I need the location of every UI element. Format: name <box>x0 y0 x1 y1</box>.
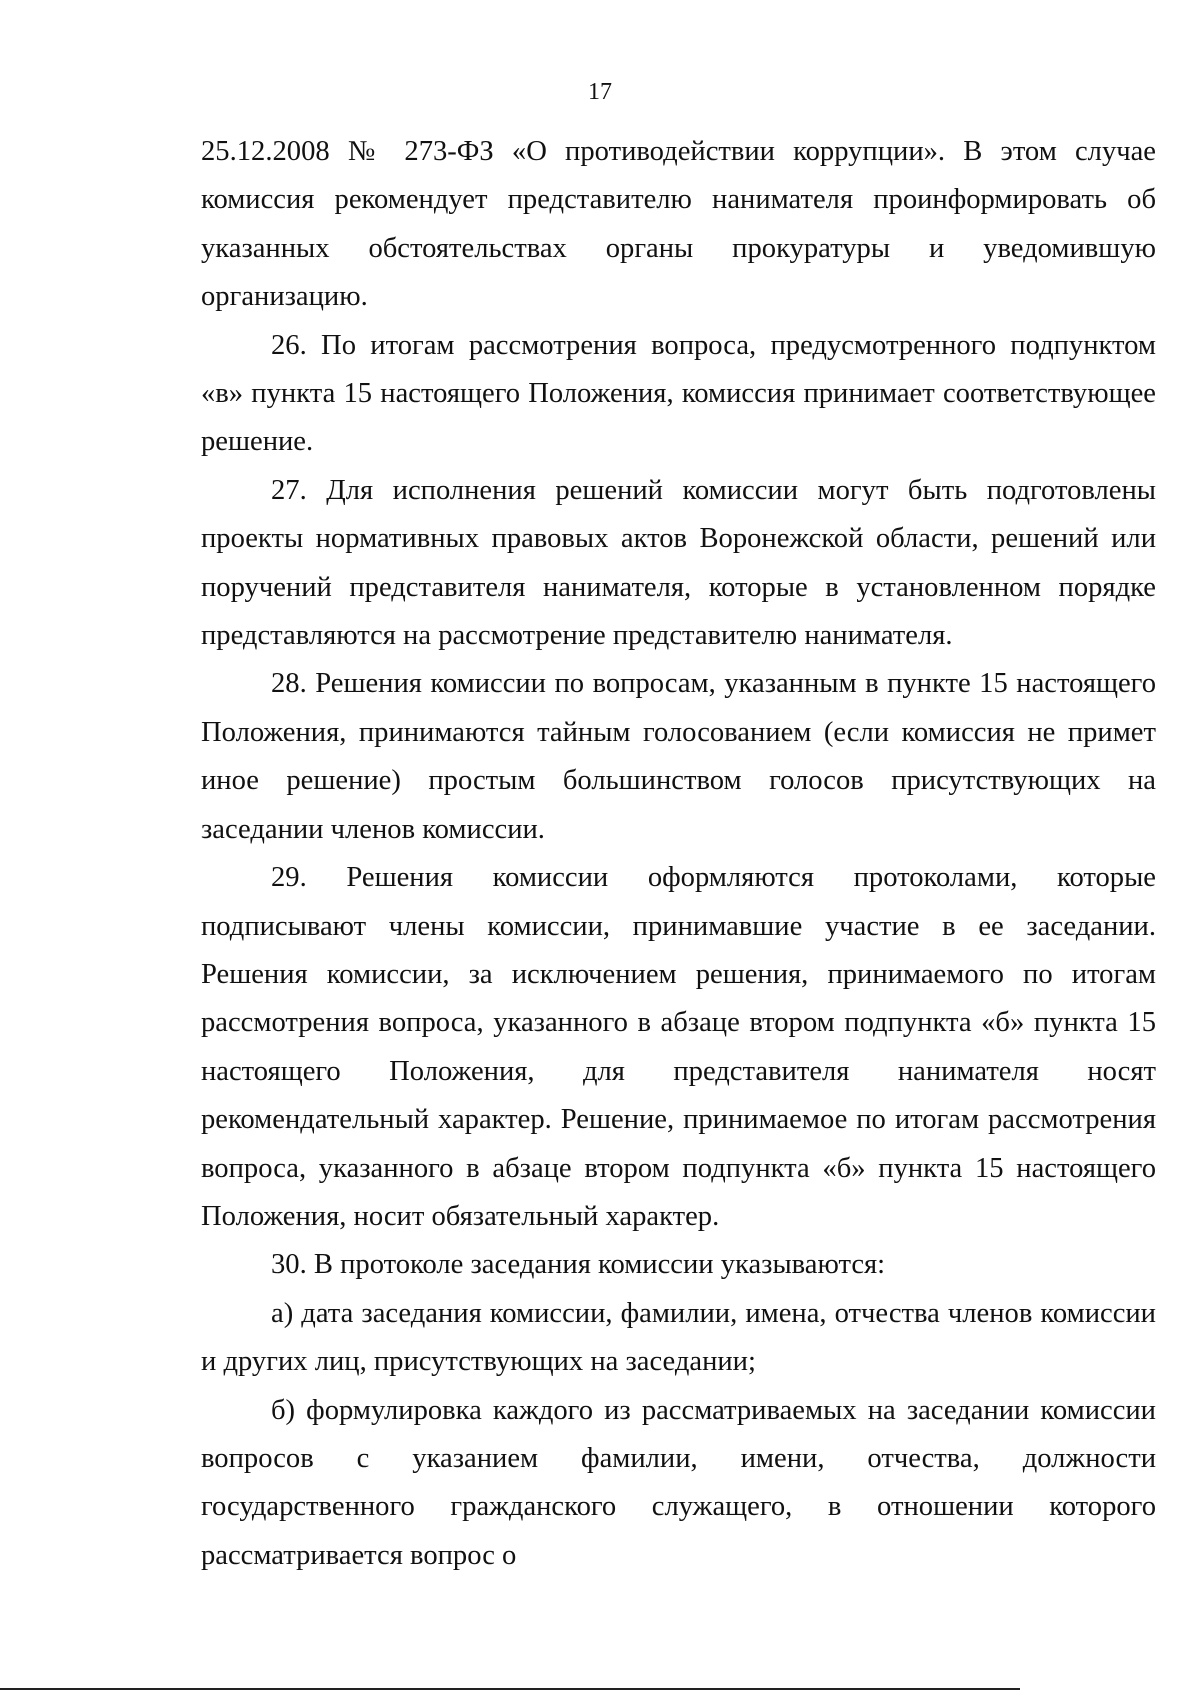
paragraph-25-continuation: 25.12.2008 № 273-ФЗ «О противодействии коррупции». В этом случае комиссия рекомендует представителю нанимателя проинформировать об указанных обстоятельствах органы прокуратуры и уведомившую организацию. <box>201 136 1156 313</box>
paragraph-28: 28. Решения комиссии по вопросам, указанным в пункте 15 настоящего Положения, принимаются тайным голосованием (если комиссия не примет иное решение) простым большинством голосов присутствующих на заседании членов комиссии. <box>201 668 1156 845</box>
paragraph-27: 27. Для исполнения решений комиссии могут быть подготовлены проекты нормативных правовых актов Воронежской области, решений или поручений представителя нанимателя, которые в установленном порядке представляются на рассмотрение представителю нанимателя. <box>201 474 1156 652</box>
bottom-edge-line <box>0 1688 1020 1690</box>
paragraph-30-a: а) дата заседания комиссии, фамилии, имена, отчества членов комиссии и других лиц, присутствующих на заседании; <box>201 1297 1156 1378</box>
paragraph-29: 29. Решения комиссии оформляются протоколами, которые подписывают члены комиссии, принимавшие участие в ее заседании. Решения комиссии, за исключением решения, принимаемого по итогам рассмотрения вопроса, указанного в абзаце втором подпункта «б» пункта 15 настоящего Положения, для представителя нанимателя носят рекомендательный характер. Решение, принимаемое по итогам рассмотрения вопроса, указанного в абзаце втором подпункта «б» пункта 15 настоящего Положения, носит обязательный характер. <box>201 862 1156 1232</box>
page-number: 17 <box>588 79 612 105</box>
paragraph-30: 30. В протоколе заседания комиссии указываются: <box>271 1249 886 1281</box>
paragraph-30-b: б) формулировка каждого из рассматриваемых на заседании комиссии вопросов с указанием фамилии, имени, отчества, должности государственного гражданского служащего, в отношении которого рассматривается вопрос о <box>201 1394 1156 1571</box>
paragraph-26: 26. По итогам рассмотрения вопроса, предусмотренного подпунктом «в» пункта 15 настоящего Положения, комиссия принимает соответствующее решение. <box>201 329 1156 458</box>
document-body <box>201 128 1156 1580</box>
